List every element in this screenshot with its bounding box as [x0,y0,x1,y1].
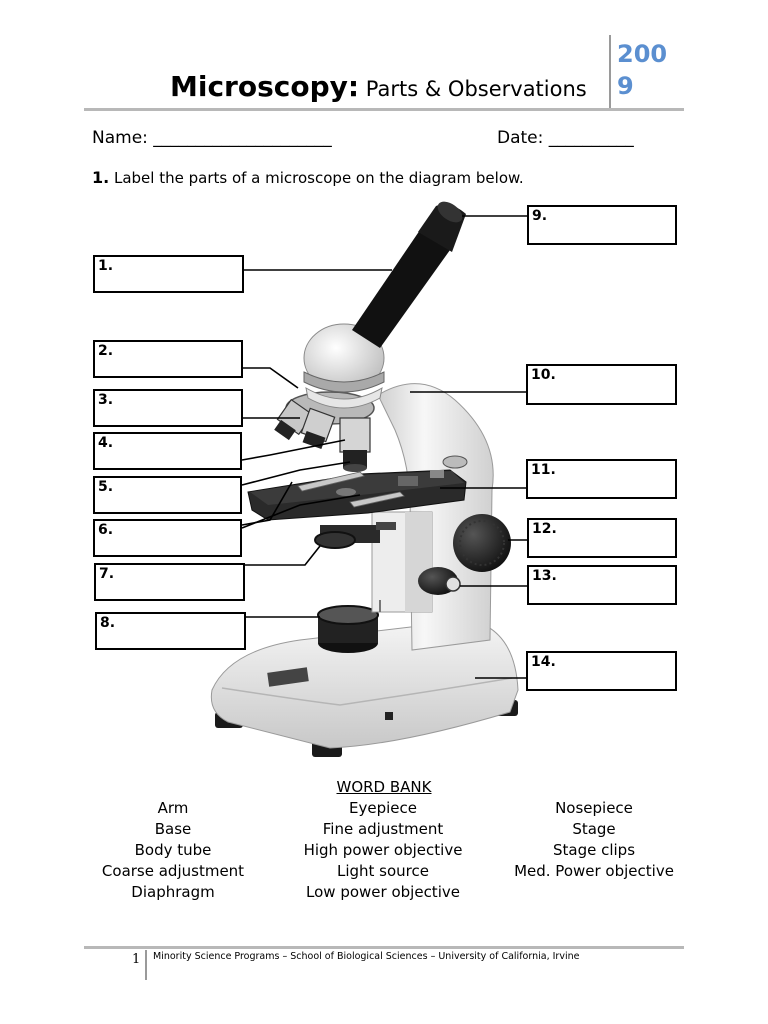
label-box-5[interactable] [93,476,242,514]
stage-hole [336,488,356,496]
word-bank-item: High power objective [303,841,463,859]
word-bank-column-1 [68,798,278,903]
label-number-10: 10. [531,367,556,383]
word-bank-column-2 [278,798,488,903]
label-box-1[interactable] [93,255,244,293]
year-line-2: 9 [617,72,634,100]
label-box-12[interactable] [527,518,677,558]
year-line-1: 200 [617,40,668,68]
word-bank-item: Med. Power objective [514,862,674,880]
title-bold: Microscopy: [170,70,360,103]
label-number-8: 8. [100,615,116,631]
word-bank-item: Eyepiece [349,799,417,817]
base-switch [385,712,393,720]
word-bank-column-3 [489,798,699,882]
label-number-6: 6. [98,522,114,538]
word-bank-item: Stage [572,820,616,838]
name-field[interactable]: Name: _____________________ [92,128,332,148]
label-number-2: 2. [98,343,114,359]
coarse-knob [453,514,511,572]
word-bank-item: Base [154,820,192,838]
word-bank-item: Stage clips [552,841,636,859]
label-number-5: 5. [98,479,114,495]
title-subtitle: Parts & Observations [359,77,587,101]
word-bank-item: Nosepiece [555,799,633,817]
word-bank-item: Diaphragm [131,883,215,901]
word-bank-item: Low power objective [306,883,460,901]
label-number-3: 3. [98,392,114,408]
date-field[interactable]: Date: __________ [497,128,634,148]
light-source-top [318,606,378,624]
word-bank-item: Fine adjustment [322,820,444,838]
label-box-13[interactable] [527,565,677,605]
word-bank-item: Body tube [134,841,212,859]
label-box-2[interactable] [93,340,243,378]
label-box-9[interactable] [527,205,677,245]
diaphragm [315,532,355,548]
footer-divider [145,950,147,980]
word-bank-item: Arm [157,799,189,817]
footer-rule [84,946,684,949]
label-number-14: 14. [531,654,556,670]
body-tube [352,230,450,348]
label-box-7[interactable] [94,563,245,601]
label-box-10[interactable] [526,364,677,405]
word-bank-item: Light source [336,862,429,880]
label-box-4[interactable] [93,432,242,470]
label-box-8[interactable] [95,612,246,650]
footer-text: Minority Science Programs – School of Biological Sciences – University of California, Irvine [153,951,580,962]
word-bank-item: Coarse adjustment [101,862,245,880]
label-number-13: 13. [532,568,557,584]
word-bank-title: WORD BANK [336,778,432,796]
label-number-9: 9. [532,208,548,224]
objective-high [340,418,370,472]
label-number-4: 4. [98,435,114,451]
label-box-6[interactable] [93,519,242,557]
question-number: 1. [92,168,110,187]
page-number: 1 [132,952,141,967]
question-text: Label the parts of a microscope on the diagram below. [109,169,524,187]
label-number-11: 11. [531,462,556,478]
label-number-12: 12. [532,521,557,537]
label-box-11[interactable] [526,459,677,499]
label-box-3[interactable] [93,389,243,427]
focus-block-face [405,512,432,612]
label-box-14[interactable] [526,651,677,691]
label-number-1: 1. [98,258,114,274]
label-number-7: 7. [99,566,115,582]
